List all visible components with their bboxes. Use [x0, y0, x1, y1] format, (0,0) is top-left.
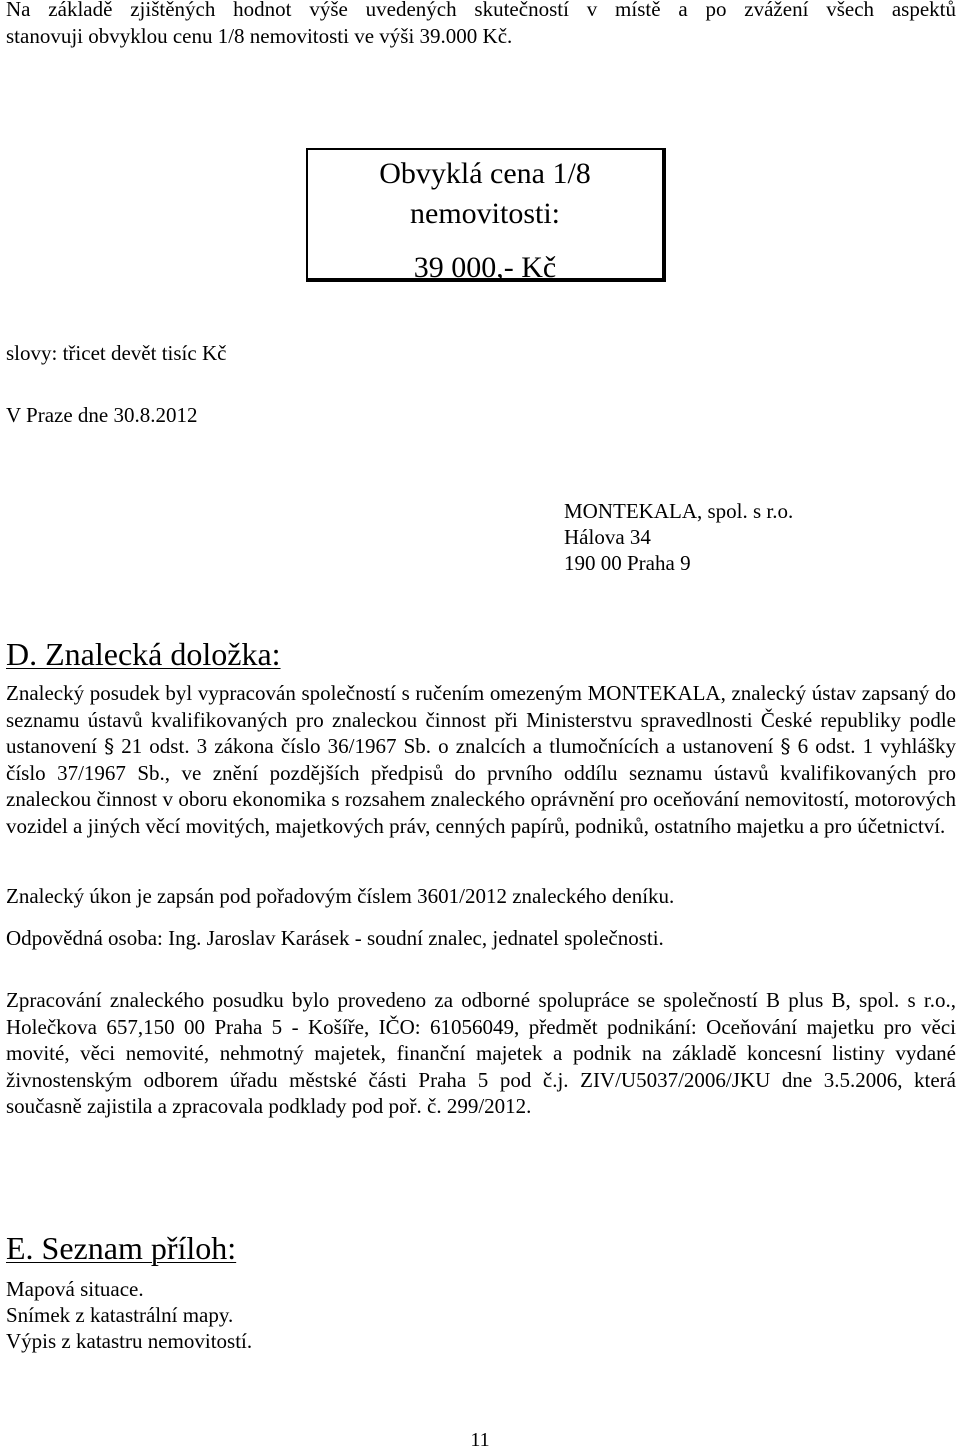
section-d-heading — [6, 636, 281, 672]
section-sign-icon: § — [104, 734, 115, 758]
attachments-list — [6, 1276, 252, 1354]
intro-line-2: stanovuji obvyklou cenu 1/8 nemovitosti ve výši 39.000 Kč. — [6, 24, 513, 49]
page-number: 11 — [470, 1429, 490, 1451]
attachment-item: Mapová situace. — [6, 1277, 144, 1301]
company-city: 190 00 Praha 9 — [564, 551, 691, 575]
intro-line-1: Na základě zjištěných hodnot výše uvedených skutečností v místě a po zvážení všech aspektů — [6, 0, 956, 21]
expert-clause-part-3: 6 odst. 1 vyhlášky číslo 37/1967 Sb., ve znění pozdějších předpisů do prvního oddílu seznamu ústavů kvalifikovaných pro znaleckou činnost v oboru ekonomika s rozsahem znaleckého oprávnění pro oceňování nemovitostí, motorových vozidel a jiných věcí movitých, majetkových práv, cenných papírů, podniků, ostatního majetku a pro účetnictví. — [6, 734, 957, 838]
expert-clause-part-1: Znalecký posudek byl vypracován společností s ručením omezeným MONTEKALA, znalecký ústav zapsaný do seznamu ústavů kvalifikovaných pro znaleckou činnost při Ministerstvu spravedlnosti České republiky podle ustanovení — [6, 681, 956, 758]
section-e-heading — [6, 1230, 236, 1266]
company-name: MONTEKALA, spol. s r.o. — [564, 499, 794, 523]
section-d-heading-text: D. Znalecká doložka: — [6, 636, 281, 672]
attachment-item: Výpis z katastru nemovitostí. — [6, 1329, 253, 1353]
intro-paragraph — [6, 0, 956, 50]
company-street: Hálova 34 — [564, 525, 651, 549]
cooperation-paragraph: Zpracování znaleckého posudku bylo provedeno za odborné spolupráce se společností B plus B, spol. s r.o., Holečkova 657,150 00 Praha 5 - Košíře, IČO: 61056049, předmět podnikání: Oceňování majetku pro věci movité, věci nemovité, nehmotný majetek, finanční majetek a podnik na základě koncesní listiny vydané živnostenským odborem úřadu městské části Praha 5 pod č.j. ZIV/U5037/2006/JKU dne 3.5.2006, která současně zajistila a zpracovala podklady pod poř. č. 299/2012. — [6, 988, 956, 1118]
price-box — [306, 148, 666, 282]
attachment-item: Snímek z katastrální mapy. — [6, 1303, 234, 1327]
section-e-heading-text: E. Seznam příloh: — [6, 1230, 237, 1266]
section-sign-icon: § — [780, 734, 791, 758]
register-line: Znalecký úkon je zapsán pod pořadovým číslem 3601/2012 znaleckého deníku. — [6, 884, 675, 908]
responsible-person-line: Odpovědná osoba: Ing. Jaroslav Karásek - soudní znalec, jednatel společnosti. — [6, 926, 664, 950]
price-label-line-2: nemovitosti: — [410, 197, 560, 230]
price-in-words: slovy: třicet devět tisíc Kč — [6, 341, 227, 365]
price-label-line-1: Obvyklá cena 1/8 — [379, 157, 591, 190]
expert-clause-part-2: 21 odst. 3 zákona číslo 36/1967 Sb. o znalcích a tlumočnících a ustanovení — [114, 734, 781, 758]
date-line: V Praze dne 30.8.2012 — [6, 403, 198, 427]
expert-clause-paragraph — [6, 680, 956, 839]
price-amount: 39 000,- Kč — [413, 251, 557, 284]
company-address — [564, 498, 793, 576]
